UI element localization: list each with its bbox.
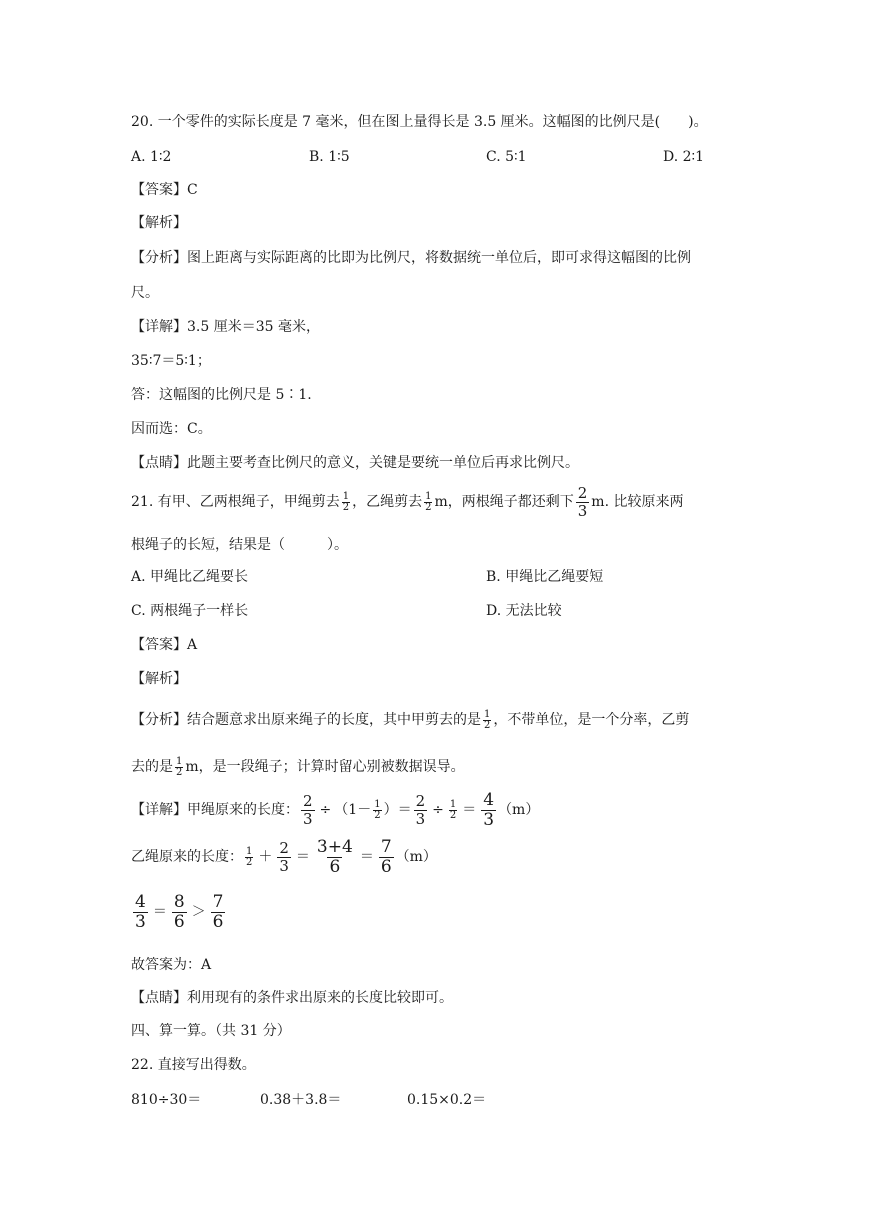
q21-detail1-open: （1－ — [334, 802, 372, 818]
equals-sign: ＝ — [295, 849, 310, 865]
q21-option-d: D. 无法比较 — [486, 603, 562, 619]
fraction-two-thirds: $\frac{2}{3}$ — [303, 791, 313, 828]
fraction-one-half: $\frac{1}{2}$ — [176, 755, 183, 778]
plus-sign: ＋ — [258, 849, 273, 865]
fraction-one-half: $\frac{1}{2}$ — [246, 845, 253, 868]
q21-question-line1 — [131, 484, 683, 520]
q21-option-b: B. 甲绳比乙绳要短 — [486, 569, 604, 585]
q20-option-a: A. 1∶2 — [131, 149, 172, 165]
q20-detail-line2: 35∶7＝5∶1； — [131, 353, 211, 369]
greater-than-sign: ＞ — [191, 904, 206, 920]
q20-fenxi-line2: 尺。 — [131, 285, 159, 301]
q21-detail1-unit: （m） — [498, 802, 540, 818]
q21-fenxi-text2: ，不带单位，是一个分率，乙剪 — [493, 712, 690, 728]
q21-fenxi-line1 — [131, 702, 689, 738]
q21-comment: 【点睛】利用现有的条件求出原来的长度比较即可。 — [131, 990, 453, 1006]
q21-question-line2: 根绳子的长短，结果是（ ）。 — [131, 537, 348, 553]
q21-option-c: C. 两根绳子一样长 — [131, 603, 249, 619]
q20-fenxi-line1: 【分析】图上距离与实际距离的比即为比例尺，将数据统一单位后，即可求得这幅图的比例 — [131, 250, 691, 266]
q21-text-part4: m. 比较原来两 — [591, 494, 684, 510]
q21-fenxi2-text2: m，是一段绳子；计算时留心别被数据误导。 — [185, 759, 465, 775]
calc-item: 0.38＋3.8＝ — [260, 1092, 342, 1108]
q20-question: 20. 一个零件的实际长度是 7 毫米，但在图上量得长是 3.5 厘米。这幅图的比例尺是( )。 — [131, 114, 708, 130]
fraction-two-thirds: $\frac{2}{3}$ — [577, 483, 588, 520]
fraction-seven-sixths: $\frac{7}{6}$ — [380, 836, 392, 877]
q21-detail2-unit: （m） — [395, 849, 437, 865]
section-title: 四、算一算。（共 31 分） — [131, 1023, 291, 1039]
q20-option-d: D. 2∶1 — [663, 149, 705, 165]
q21-text-part1: 21. 有甲、乙两根绳子，甲绳剪去 — [131, 494, 340, 510]
q21-comparison — [131, 888, 227, 936]
q21-detail2-label: 乙绳原来的长度： — [131, 849, 243, 865]
fraction-one-half: $\frac{1}{2}$ — [374, 798, 381, 821]
q21-text-part2: ，乙绳剪去 — [352, 494, 423, 510]
q22-question: 22. 直接写出得数。 — [131, 1057, 256, 1073]
fraction-sum: $\frac{3+4}{6}$ — [316, 836, 353, 877]
q21-fenxi-text1: 【分析】结合题意求出原来绳子的长度，其中甲剪去的是 — [131, 712, 481, 728]
calc-item: 810÷30＝ — [131, 1092, 202, 1108]
q20-detail-line1: 【详解】3.5 厘米＝35 毫米， — [131, 319, 320, 335]
fraction-one-half: $\frac{1}{2}$ — [484, 708, 491, 731]
q21-fenxi-line2 — [131, 749, 465, 785]
q21-option-a: A. 甲绳比乙绳要长 — [131, 569, 249, 585]
equals-sign: ＝ — [359, 849, 374, 865]
q21-conclusion: 故答案为：A — [131, 957, 212, 973]
q21-analysis-header: 【解析】 — [131, 671, 187, 687]
q21-fenxi2-text1: 去的是 — [131, 759, 173, 775]
equals-sign: ＝ — [152, 904, 167, 920]
q20-analysis-header: 【解析】 — [131, 215, 187, 231]
q21-answer: 【答案】A — [131, 637, 198, 653]
q20-detail-line4: 因而选：C。 — [131, 421, 212, 437]
fraction-two-thirds: $\frac{2}{3}$ — [279, 838, 289, 875]
q21-detail1-label: 【详解】甲绳原来的长度： — [131, 802, 299, 818]
divide-sign: ÷ — [319, 802, 332, 818]
q20-option-c: C. 5∶1 — [486, 149, 527, 165]
fraction-two-thirds: $\frac{2}{3}$ — [415, 791, 426, 828]
fraction-one-half: $\frac{1}{2}$ — [342, 490, 350, 513]
fraction-four-thirds: $\frac{4}{3}$ — [135, 891, 146, 932]
q20-detail-line3: 答：这幅图的比例尺是 5∶1. — [131, 387, 312, 403]
divide-sign: ÷ — [432, 802, 444, 818]
q20-comment: 【点睛】此题主要考查比例尺的意义，关键是要统一单位后再求比例尺。 — [131, 455, 579, 471]
fraction-one-half: $\frac{1}{2}$ — [449, 798, 457, 821]
q20-option-b: B. 1∶5 — [309, 149, 350, 165]
q21-detail1-close: ）＝ — [383, 802, 412, 818]
q21-detail-line2 — [131, 835, 437, 879]
q21-detail-line1 — [131, 788, 539, 832]
fraction-eight-sixths: $\frac{8}{6}$ — [173, 891, 185, 932]
fraction-one-half: $\frac{1}{2}$ — [425, 490, 432, 513]
q20-answer: 【答案】C — [131, 182, 198, 198]
q21-text-part3: m，两根绳子都还剩下 — [434, 494, 574, 510]
calc-item: 0.15×0.2＝ — [407, 1092, 487, 1108]
equals-sign: ＝ — [462, 802, 477, 818]
fraction-seven-sixths: $\frac{7}{6}$ — [212, 891, 224, 932]
fraction-four-thirds: $\frac{4}{3}$ — [483, 789, 495, 830]
